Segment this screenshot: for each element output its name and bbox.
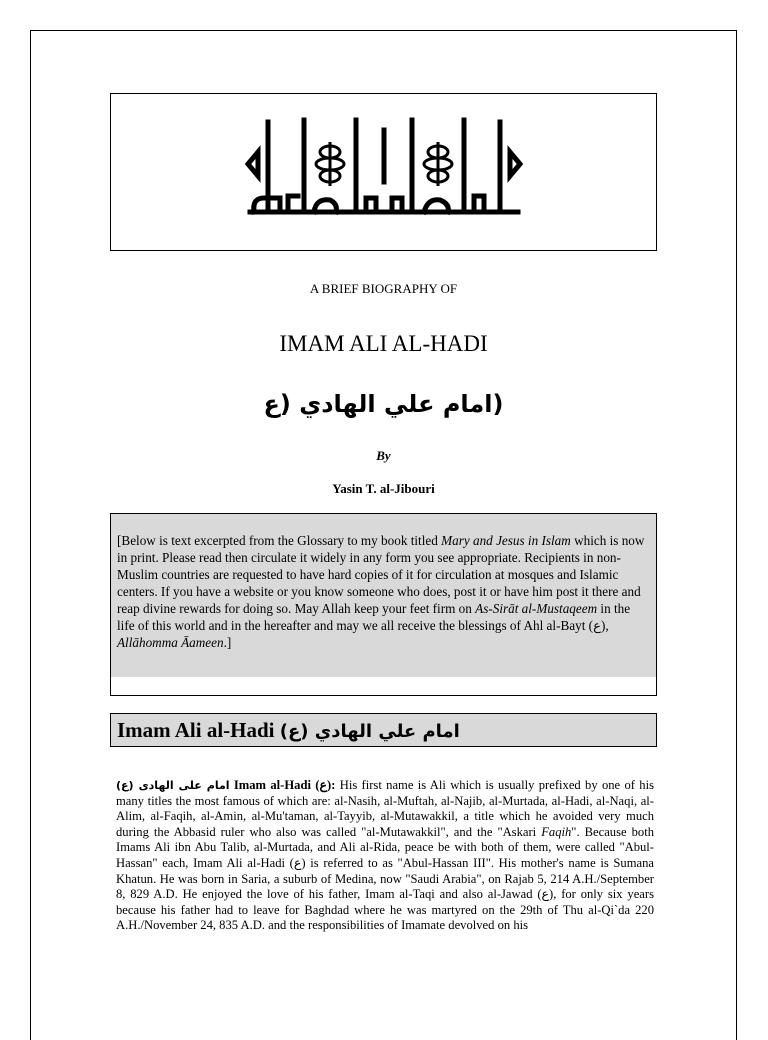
page-title: IMAM ALI AL-HADI	[279, 331, 488, 356]
body-text-1: His first name is Ali which is usually prefixed by one of his many titles the most famous of which are: al-Nasih, al-Muftah, al-Najib, al-Murtada, al-Hadi, al-Naqi, al-Alim, al-Faqih, al-Amin, al-Mu'taman, al-Tayyib, al-Mutawakkil, a title which he avoided very much during the Abbasid ruler who also was called "al-Mutawakkil", and the "Askari	[116, 778, 654, 839]
note-text-4: .]	[223, 635, 232, 650]
note-text-1: [Below is text excerpted from the Glossary to my book titled	[117, 533, 442, 548]
note-ameen: Allāhomma Āameen	[117, 635, 224, 650]
note-text-3: in the life of this world and in the hereafter and may we all receive the blessings of Ahl al-Bayt (ع),	[117, 601, 631, 633]
body-arabic-prefix: (امام علی الهادی (ع	[116, 779, 230, 792]
section-heading-arabic: (ع) امام علي الهادي	[279, 721, 460, 742]
intro-note-box	[110, 513, 657, 696]
section-heading-english: Imam Ali al-Hadi	[117, 718, 280, 742]
note-text-2: which is now in print. Please read then circulate it widely in any form you see appropriate. Recipients in non-Muslim countries are requested to have hard copies of it for circulation at mosques and Islamic centers. If you have a website or you know someone who does, post it or have him post it there and reap divine rewards for doing so. May Allah keep your feet firm on	[117, 533, 645, 616]
intro-note-text	[111, 514, 656, 677]
by-label: By	[376, 448, 391, 463]
subtitle: A BRIEF BIOGRAPHY OF	[309, 281, 458, 296]
arabic-title: (امام علي الهادي (ع	[263, 390, 504, 418]
section-heading	[110, 713, 657, 747]
biography-paragraph	[116, 778, 654, 934]
body-faqih: Faqih	[541, 824, 572, 839]
author-name: Yasin T. al-Jibouri	[332, 481, 435, 496]
bismillah-calligraphy-icon	[244, 112, 524, 232]
note-sirat: As-Sirāt al-Mustaqeem	[475, 601, 598, 616]
body-lead: Imam al-Hadi (ع):	[229, 778, 336, 792]
calligraphy-logo	[110, 93, 657, 251]
body-text-2: ". Because both Imams Ali ibn Abu Talib, al-Murtada, and Ali al-Rida, peace be with both of them, were called "Abul-Hassan" each, Imam Ali al-Hadi (ع) is referred to as "Abul-Hassan III". His mother's name is Sumana Khatun. He was born in Saria, a suburb of Medina, now "Saudi Arabia", on Rajab 5, 214 A.H./September 8, 829 A.D. He enjoyed the love of his father, Imam al-Taqi and also al-Jawad (ع), for only six years because his father had to leave for Baghdad where he was martyred on the 29th of Thu al-Qi`da 220 A.H./November 24, 835 A.D. and the responsibilities of Imamate devolved on his	[116, 824, 655, 933]
note-book-title: Mary and Jesus in Islam	[441, 533, 571, 548]
